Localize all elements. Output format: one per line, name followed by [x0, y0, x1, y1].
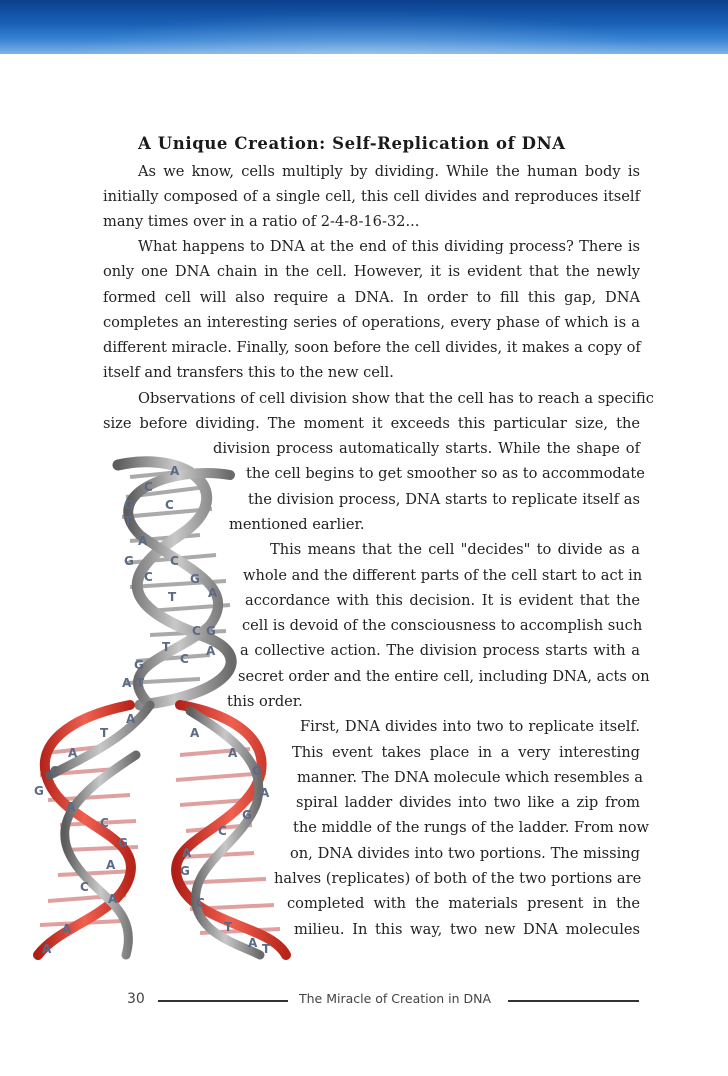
svg-text:T: T — [100, 726, 109, 740]
svg-text:A: A — [190, 726, 200, 740]
dna-double-helix-illustration — [30, 455, 292, 960]
svg-text:A: A — [126, 712, 136, 726]
header-bar — [0, 0, 728, 54]
svg-text:G: G — [190, 572, 200, 586]
text-line: milieu. In this way, two new DNA molecules — [294, 921, 640, 938]
svg-text:T: T — [162, 640, 171, 654]
svg-text:A: A — [42, 942, 52, 956]
svg-text:C: C — [170, 554, 179, 568]
footer-book-title: The Miracle of Creation in DNA — [299, 991, 492, 1006]
svg-text:G: G — [34, 784, 44, 798]
footer-rule-left — [158, 1000, 288, 1002]
text-line: on, DNA divides into two portions. The missing — [290, 845, 640, 862]
svg-text:C: C — [80, 880, 89, 894]
text-line: a collective action. The division process starts with a — [240, 642, 640, 659]
svg-text:T: T — [136, 676, 145, 690]
text-line: mentioned earlier. — [229, 516, 365, 533]
svg-text:G: G — [118, 836, 128, 850]
text-line: completes an interesting series of operations, every phase of which is a — [103, 314, 640, 331]
text-line: First, DNA divides into two to replicate itself. — [300, 718, 640, 735]
svg-text:A: A — [106, 858, 116, 872]
svg-text:T: T — [224, 920, 233, 934]
svg-text:C: C — [192, 624, 201, 638]
page-number: 30 — [127, 991, 145, 1007]
text-line: halves (replicates) of both of the two portions are — [274, 870, 642, 887]
svg-text:A: A — [122, 676, 132, 690]
svg-text:A: A — [248, 936, 258, 950]
svg-text:C: C — [218, 824, 227, 838]
svg-text:G: G — [134, 658, 144, 672]
text-line: This event takes place in a very interesting — [292, 744, 640, 761]
svg-text:T: T — [262, 942, 271, 956]
section-title: A Unique Creation: Self-Replication of DNA — [138, 134, 566, 153]
text-line: cell is devoid of the consciousness to accomplish such — [242, 617, 643, 634]
text-line: Observations of cell division show that the cell has to reach a specific — [138, 390, 654, 407]
svg-text:A: A — [260, 786, 270, 800]
svg-text:C: C — [100, 816, 109, 830]
svg-text:C: C — [144, 480, 153, 494]
svg-text:G: G — [124, 554, 134, 568]
svg-text:C: C — [144, 570, 153, 584]
svg-text:G: G — [206, 624, 216, 638]
text-line: spiral ladder divides into two like a zip from — [296, 794, 640, 811]
svg-text:A: A — [208, 586, 218, 600]
text-line: formed cell will also require a DNA. In order to fill this gap, DNA — [103, 289, 640, 306]
svg-text:A: A — [182, 846, 192, 860]
text-line: What happens to DNA at the end of this dividing process? There is — [138, 238, 640, 255]
svg-text:C: C — [196, 896, 205, 910]
svg-text:C: C — [165, 498, 174, 512]
svg-text:G: G — [242, 808, 252, 822]
svg-text:A: A — [66, 800, 76, 814]
text-line: whole and the different parts of the cell start to act in — [243, 567, 643, 584]
text-line: manner. The DNA molecule which resembles a — [297, 769, 643, 786]
svg-text:G: G — [124, 498, 134, 512]
svg-text:G: G — [252, 764, 262, 778]
text-line: initially composed of a single cell, this cell divides and reproduces itself — [103, 188, 640, 205]
svg-text:G: G — [180, 864, 190, 878]
svg-text:T: T — [168, 590, 177, 604]
text-line: division process automatically starts. While the shape of — [213, 440, 640, 457]
svg-text:A: A — [206, 644, 216, 658]
svg-text:A: A — [170, 464, 180, 478]
text-line: completed with the materials present in the — [287, 895, 640, 912]
svg-text:A: A — [138, 534, 148, 548]
text-line: the middle of the rungs of the ladder. From now — [293, 819, 650, 836]
text-line: secret order and the entire cell, including DNA, acts on — [238, 668, 650, 685]
text-line: the cell begins to get smoother so as to accommodate — [246, 465, 645, 482]
svg-text:A: A — [228, 746, 238, 760]
text-line: This means that the cell "decides" to divide as a — [270, 541, 640, 558]
svg-text:A: A — [108, 892, 118, 906]
text-line: different miracle. Finally, soon before the cell divides, it makes a copy of — [103, 339, 641, 356]
svg-text:T: T — [124, 514, 133, 528]
text-line: the division process, DNA starts to replicate itself as — [248, 491, 640, 508]
text-line: size before dividing. The moment it exceeds this particular size, the — [103, 415, 640, 432]
svg-text:C: C — [180, 652, 189, 666]
text-line: many times over in a ratio of 2-4-8-16-32... — [103, 213, 420, 230]
text-line: itself and transfers this to the new cell. — [103, 364, 394, 381]
text-line: only one DNA chain in the cell. However, it is evident that the newly — [103, 263, 640, 280]
text-line: As we know, cells multiply by dividing. While the human body is — [138, 163, 640, 180]
svg-text:A: A — [68, 746, 78, 760]
text-line: accordance with this decision. It is evident that the — [245, 592, 640, 609]
svg-text:C: C — [50, 764, 59, 778]
text-line: this order. — [227, 693, 303, 710]
svg-text:A: A — [62, 922, 72, 936]
footer-rule-right — [508, 1000, 639, 1002]
